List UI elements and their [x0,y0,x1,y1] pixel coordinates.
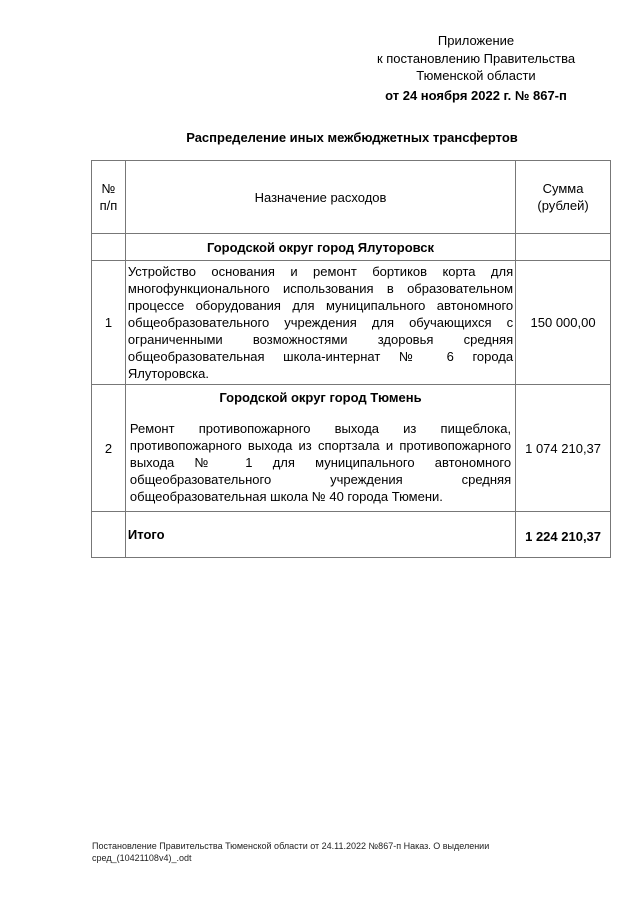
transfers-table [91,160,611,558]
header-region: Тюменской области [416,68,536,83]
table-header-row [92,161,611,234]
header-sum-label: Сумма (рублей) [537,181,589,213]
header-to-resolution: к постановлению Правительства [376,50,576,66]
row-sum: 1 074 210,37 [516,385,611,512]
empty-cell [92,512,126,558]
total-sum: 1 224 210,37 [516,512,611,558]
row-number: 1 [92,261,126,385]
empty-cell [92,234,126,261]
table-row-city-yalutorovsk [92,234,611,261]
approval-header [360,32,592,104]
header-date-number: от 24 ноября 2022 г. № 867-п [385,87,567,103]
row-number: 2 [92,385,126,512]
row-purpose [125,261,515,385]
header-appendix: Приложение [437,33,515,48]
table-row [92,385,611,512]
header-number-label: № п/п [99,181,118,213]
document-title: Распределение иных межбюджетных трансфертов [186,130,518,145]
table-total-row [92,512,611,558]
city-tyumen-title: Городской округ город Тюмень [219,390,422,405]
footer-line-2: сред_(10421108v4)_.odt [92,853,192,863]
total-label: Итого [125,512,515,558]
purpose-text: Ремонт противопожарного выхода из пищеблока, противопожарного выхода из спортзала и противопожарного выхода № 1 для муниципального автономного общеобразовательного учреждения средняя общеобразовательная школа № 40 города Тюмени. [129,421,512,504]
table-row [92,261,611,385]
row-sum: 150 000,00 [516,261,611,385]
footer-line-1: Постановление Правительства Тюменской области от 24.11.2022 №867-п Наказ. О выделении [92,841,490,851]
header-purpose [125,161,515,234]
document-footer [92,840,562,864]
header-sum [516,161,611,234]
header-number [92,161,126,234]
row-purpose [125,385,515,512]
header-purpose-label: Назначение расходов [254,189,387,205]
city-yalutorovsk-title: Городской округ город Ялуторовск [125,234,515,261]
purpose-text: Устройство основания и ремонт бортиков корта для многофункционального использования в образовательном процессе оборудования для муниципального автономного общеобразовательного учреждения для обучающихся с ограниченными возможностями здоровья средняя общеобразовательная школа-интернат № 6 города Ялуторовска. [127,264,514,381]
empty-cell [516,234,611,261]
